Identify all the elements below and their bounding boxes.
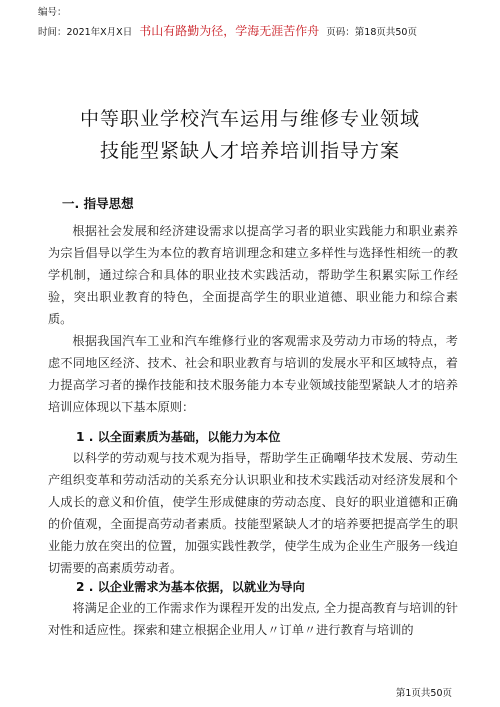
principle-heading-2: 2 . 以企业需求为基本依据，以就业为导向: [76, 580, 305, 594]
page-footer: 第1页共50页: [395, 688, 452, 699]
date-label: 时间：2021年X月X日: [38, 27, 133, 38]
section-body-part3: [48, 597, 458, 641]
page-info-label: 页码：第18页共50页: [326, 27, 417, 38]
document-title-line1: 中等职业学校汽车运用与维修专业领域: [79, 108, 420, 130]
header-info-line: [38, 25, 417, 39]
section-heading-guiding-ideology: 一. 指导思想: [62, 196, 134, 211]
paragraph: 以科学的劳动观与技术观为指导，帮助学生正确嘲华技术发展、劳动生产组织变革和劳动活动的关系充分认识职业和技术实践活动对经济发展和个人成长的意义和价值，使学生形成健康的劳动态度、良好的职业道德和正确的价值观，全面提高劳动者素质。技能型紧缺人才的培养要把提高学生的职业能力放在突出的位置，加强实践性教学，使学生成为企业生产服务一线迫切需要的高素质劳动者。: [48, 451, 458, 575]
document-number-label: 编号：: [38, 7, 67, 18]
motto-text: 书山有路勤为径，学海无涯苦作舟: [139, 24, 320, 38]
section-body-part2: [48, 447, 458, 579]
paragraph: 根据我国汽车工业和汽车维修行业的客观需求及劳动力市场的特点，考虑不同地区经济、技术、社会和职业教育与培训的发展水平和区域特点，着力提高学习者的操作技能和技术服务能力本专业领域技能型紧缺人才的培养培训应体现以下基本原则：: [48, 334, 458, 414]
document-title-line2: 技能型紧缺人才培养培训指导方案: [99, 140, 400, 162]
section-body-part1: [48, 220, 458, 418]
paragraph: 根据社会发展和经济建设需求以提高学习者的职业实践能力和职业素养为宗旨倡导以学生为本位的教育培训理念和建立多样性与选择性相统一的教学机制，通过综合和具体的职业技术实践活动，帮助学生积累实际工作经验，突出职业教育的特色，全面提高学生的职业道德、职业能力和综合素质。: [48, 224, 458, 326]
paragraph: 将满足企业的工作需求作为课程开发的出发点, 全力提高教育与培训的针对性和适应性。探索和建立根据企业用人〃订单〃进行教育与培训的: [48, 601, 458, 637]
principle-heading-1: 1 . 以全面素质为基础，以能力为本位: [76, 430, 281, 444]
